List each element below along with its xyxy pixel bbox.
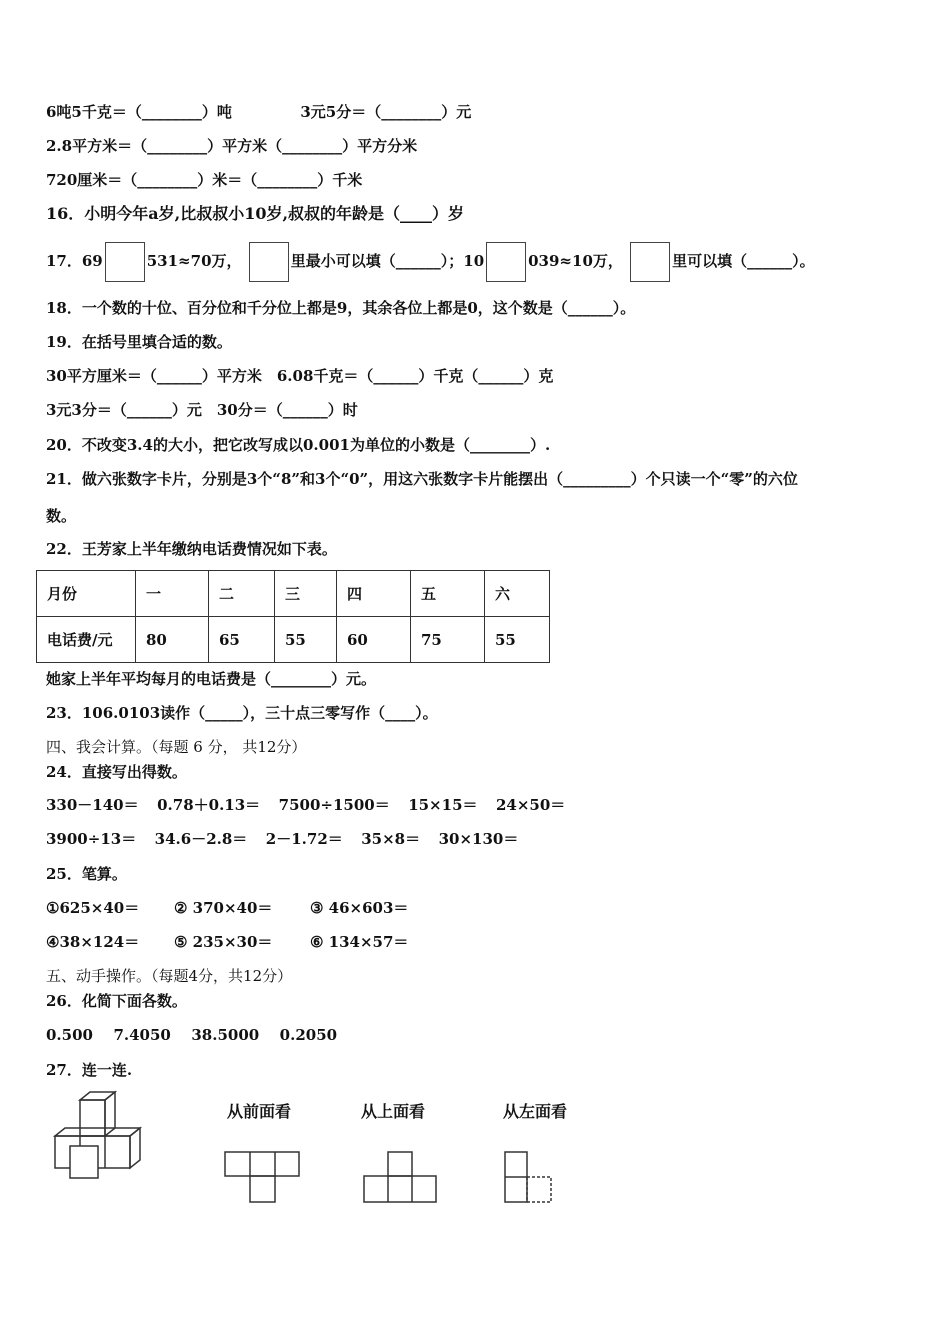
question-17 [46,241,815,282]
section-5-heading: 五、动手操作。（每题4分，共12分） [46,967,293,985]
table-cell: 二 [209,571,275,617]
question-19-row-2: 3元3分＝（______）元 30分＝（______）时 [46,401,358,419]
table-cell: 三 [275,571,337,617]
question-16: 16．小明今年a岁,比叔叔小10岁,叔叔的年龄是（____）岁 [46,204,465,223]
q15-part-b: 3元5分＝（________）元 [300,103,472,121]
calc-item: 3900÷13＝ [46,830,137,848]
table-cell: 75 [411,617,485,663]
q24-row-1 [46,795,565,815]
table-cell: 六 [485,571,550,617]
calc-item: ③ 46×603＝ [310,899,409,917]
line-unit-1 [46,102,471,122]
table-row [37,617,550,663]
q17-text-2: 531≈70万， [146,252,242,270]
table-cell: 80 [136,617,209,663]
q17-text-4: 039≈10万， [528,252,623,270]
calc-item: 330－140＝ [46,796,139,814]
question-24: 24．直接写出得数。 [46,763,187,781]
view-label-top: 从上面看 [361,1102,426,1121]
q17-text-3: 里最小可以填（______）；10 [290,252,485,270]
question-22: 22．王芳家上半年缴纳电话费情况如下表。 [46,540,337,558]
table-cell: 电话费/元 [37,617,136,663]
question-20: 20．不改变3.4的大小，把它改写成以0.001为单位的小数是（________）. [46,436,551,454]
section-4-heading: 四、我会计算。（每题 6 分， 共12分） [46,738,307,756]
answer-box[interactable] [630,242,670,282]
line-unit-2: 2.8平方米＝（________）平方米（________）平方分米 [46,137,418,155]
table-cell: 月份 [37,571,136,617]
q15-part-a: 6吨5千克＝（________）吨 [46,103,232,121]
question-21-line-1: 21．做六张数字卡片，分别是3个“8”和3个“0”，用这六张数字卡片能摆出（_________）个只读一个“零”的六位 [46,470,798,488]
table-row [37,571,550,617]
question-19: 19．在括号里填合适的数。 [46,333,232,351]
q26-numbers [46,1025,337,1045]
calc-item: 24×50＝ [495,796,566,814]
q17-text-5: 里可以填（______）。 [672,252,815,270]
question-26: 26．化简下面各数。 [46,992,187,1010]
question-22-answer: 她家上半年平均每月的电话费是（________）元。 [46,670,377,688]
question-27: 27．连一连. [46,1061,133,1079]
view-label-front: 从前面看 [227,1102,292,1121]
question-23: 23．106.0103读作（_____），三十点三零写作（____）。 [46,704,438,722]
calc-item: ①625×40＝ [46,899,140,917]
calc-item: 7500÷1500＝ [278,796,390,814]
table-cell: 一 [136,571,209,617]
view-label-left: 从左面看 [503,1102,568,1121]
top-view-shape [364,1152,436,1202]
table-cell: 60 [337,617,411,663]
calc-item: 30×130＝ [438,830,519,848]
decimal-item: 0.500 [46,1026,93,1044]
table-cell: 四 [337,571,411,617]
front-view-shape [225,1152,299,1202]
answer-box[interactable] [105,242,145,282]
decimal-item: 7.4050 [113,1026,171,1044]
phone-fee-table [36,570,550,663]
q25-row-2 [46,932,408,952]
q17-text-1: 17．69 [46,252,103,270]
table-cell: 55 [485,617,550,663]
question-21-line-2: 数。 [46,507,77,525]
q25-row-1 [46,898,408,918]
question-25: 25．笔算。 [46,865,127,883]
calc-item: 0.78＋0.13＝ [157,796,261,814]
calc-item: 35×8＝ [361,830,421,848]
calc-item: ④38×124＝ [46,933,140,951]
decimal-item: 0.2050 [279,1026,338,1044]
calc-item: 15×15＝ [408,796,478,814]
left-view-shape [505,1152,551,1202]
question-19-row-1: 30平方厘米＝（______）平方米 6.08千克＝（______）千克（______）克 [46,367,554,385]
q24-row-2 [46,829,518,849]
cube-stack-drawing [55,1092,140,1178]
answer-box[interactable] [486,242,526,282]
calc-item: 34.6－2.8＝ [154,830,248,848]
calc-item: 2－1.72＝ [265,830,343,848]
table-cell: 55 [275,617,337,663]
calc-item: ⑥ 134×57＝ [310,933,409,951]
question-18: 18．一个数的十位、百分位和千分位上都是9，其余各位上都是0，这个数是（______）。 [46,299,636,317]
calc-item: ⑤ 235×30＝ [174,933,273,951]
line-unit-3: 720厘米＝（________）米＝（________）千米 [46,171,363,189]
table-cell: 65 [209,617,275,663]
figure-area [0,1090,950,1220]
answer-box[interactable] [249,242,289,282]
decimal-item: 38.5000 [191,1026,260,1044]
calc-item: ② 370×40＝ [174,899,273,917]
table-cell: 五 [411,571,485,617]
